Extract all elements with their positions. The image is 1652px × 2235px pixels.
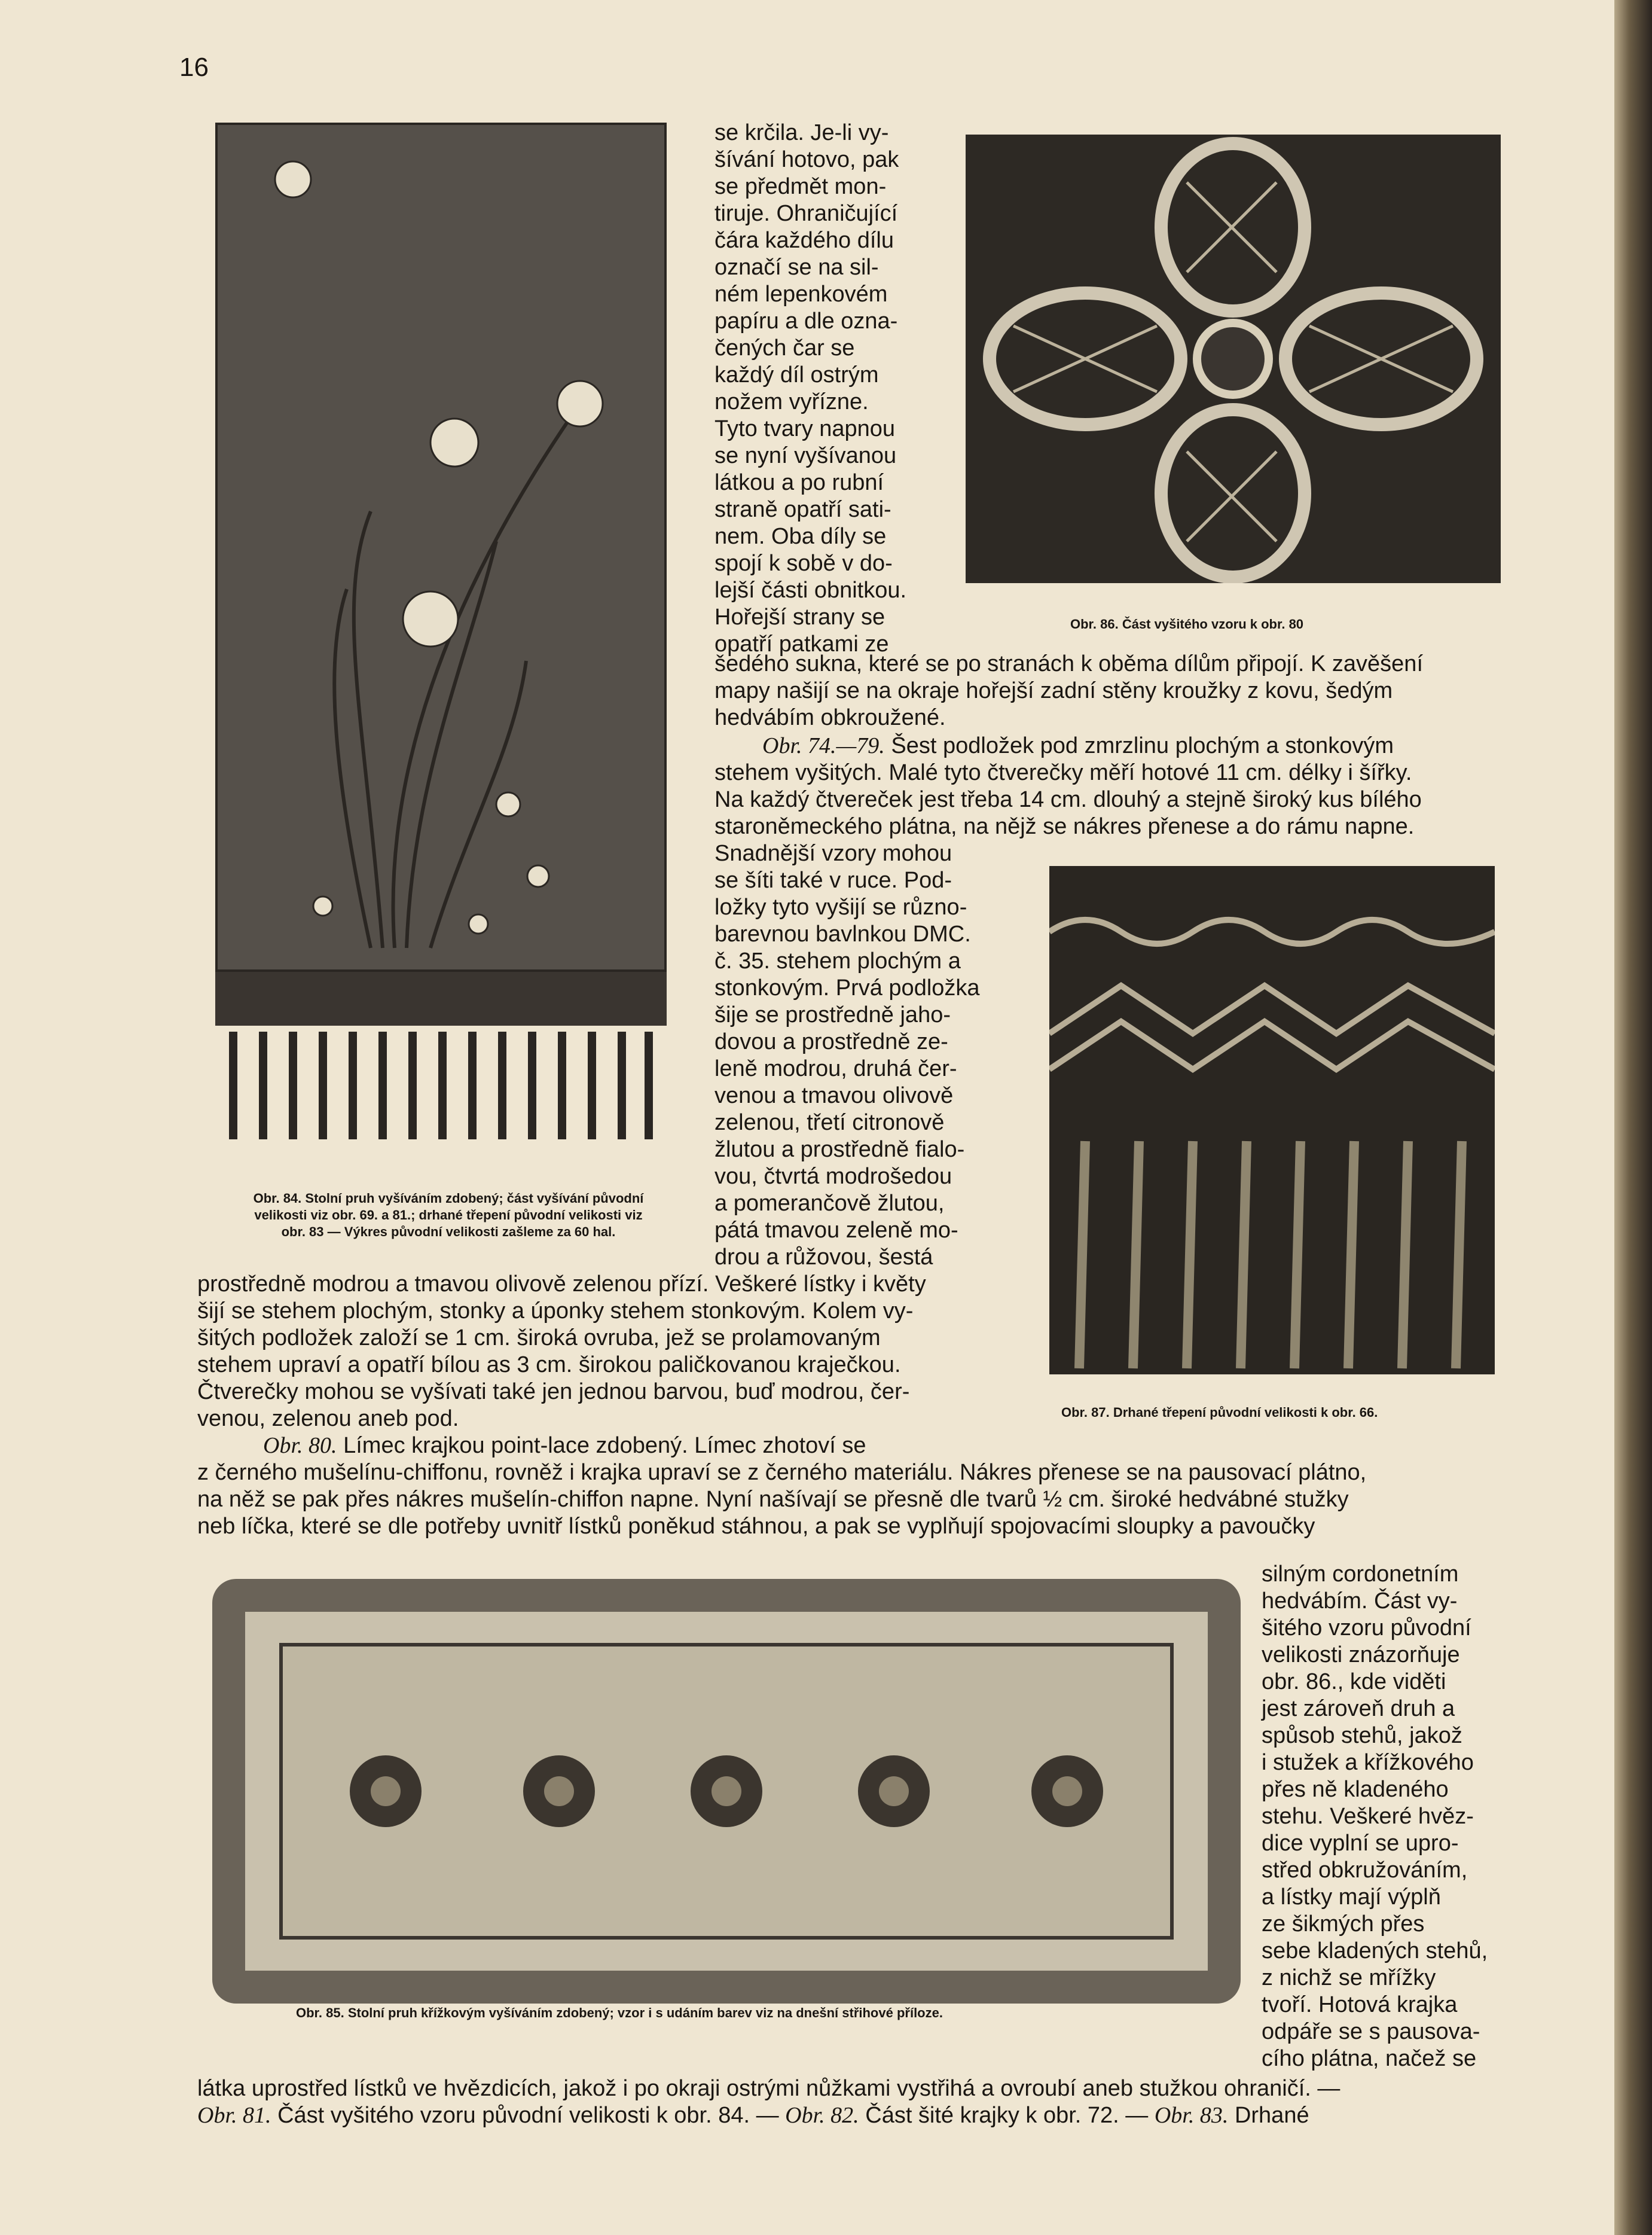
caption-fig86: Obr. 86. Část vyšitého vzoru k obr. 80: [1070, 617, 1304, 632]
fig84-table-runner: [215, 123, 667, 1151]
caption-fig84: Obr. 84. Stolní pruh vyšíváním zdobený; část vyšívání původní velikosti viz obr. 69. a 81.; drhané třepení původní velikosti viz obr. 83 — Výkres původní velikosti zašleme za 60 hal.: [253, 1191, 644, 1239]
fig85-cross-stitch-runner: [212, 1579, 1241, 2004]
paragraph-obr74: Obr. 74.—79. Šest podložek pod zmrzlinu plochým a stonkovým stehem vyšitých. Malé tyto čtverečky měří hotové 11 cm. délky i šířky. Na každý čtvereček jest třeba 14 cm. dlouhý a stejně široký kus bílého staroněmeckého plátna, na nějž se nákres přenese a do rámu napne.: [714, 733, 1422, 839]
fig87-fringe: [1049, 866, 1495, 1374]
final-lines: látka uprostřed lístků ve hvězdicích, jakož i po okraji ostrými nůžkami vystřihá a ovroubí aneb stužkou ohraničí. — Obr. 81. Část vyšitého vzoru původní velikosti k obr. 84. — Obr. 82. Část šité krajky k obr. 72. — Obr. 83. Drhané: [197, 2076, 1340, 2128]
paragraph-left: prostředně modrou a tmavou olivově zelenou přízí. Veškeré lístky i květy šijí se stehem plochým, stonky a úponky stehem stonkovým. Kolem vy- šitých podložek založí se 1 cm. široká ovruba, jež se prolamovaným stehem upraví a opatří bílou as 3 cm. širokou paličkovanou kraječkou. Čtverečky mohou se vyšívati také jen jednou barvou, buď modrou, čer- venou, zelenou aneb pod.: [197, 1272, 926, 1431]
fig86-lace-pattern: [966, 135, 1501, 583]
column-middle: Snadnější vzory mohou se šíti také v ruce. Pod- ložky tyto vyšijí se různo- barevnou bavlnkou DMC. č. 35. stehem plochým a stonkovým. Prvá podložka šije se prostředně jaho- dovou a prostředně ze- leně modrou, druhá čer- venou a tmavou olivově zelenou, třetí citronově žlutou a prostředně fialo- vou, čtvrtá modrošedou a pomerančově žlutou, pátá tmavou zeleně mo- drou a růžovou, šestá: [714, 841, 980, 1270]
paragraph-after-top: šedého sukna, které se po stranách k oběma dílům připojí. K zavěšení mapy našijí se na okraje hořejší zadní stěny kroužky z kovu, šedým hedvábím obkroužené.: [714, 651, 1423, 730]
book-spine: [1614, 0, 1652, 2235]
column-right-top: se krčila. Je-li vy- šívání hotovo, pak se předmět mon- tiruje. Ohraničující čára každého dílu označí se na sil- ném lepenkovém papíru a dle ozna- čených čar se každý díl ostrým nožem vyřízne. Tyto tvary napnou se nyní vyšívanou látkou a po rubní straně opatří sati- nem. Oba díly se spojí k sobě v do- lejší části obnitkou. Hořejší strany se opatří patkami ze: [714, 120, 907, 657]
caption-fig85: Obr. 85. Stolní pruh křížkovým vyšíváním zdobený; vzor i s udáním barev viz na dnešní střihové příloze.: [296, 2005, 943, 2020]
caption-fig87: Obr. 87. Drhané třepení původní velikosti k obr. 66.: [1061, 1405, 1378, 1420]
column-right-bottom: silným cordonetním hedvábím. Část vy- šitého vzoru původní velikosti znázorňuje obr. 86., kde viděti jest zároveň druh a spůsob stehů, jakož i stužek a křížkového přes ně kladeného stehu. Veškeré hvěz- dice vyplní se upro- střed obkružováním, a lístky mají výplň ze šikmých přes sebe kladených stehů, z nichž se mřížky tvoří. Hotová krajka odpáře se s pausova- cího plátna, načež se: [1262, 1562, 1488, 2071]
page-number: 16: [179, 53, 209, 82]
paragraph-obr80: Obr. 80. Límec krajkou point-lace zdobený. Límec zhotoví se z černého mušelínu-chiffonu, rovněž i krajka upraví se z černého materiálu. Nákres přenese se na pausovací plátno, na něž se pak přes nákres mušelín-chiffon napne. Nyní našívají se přesně dle tvarů ½ cm. široké hedvábné stužky neb líčka, které se dle potřeby uvnitř lístků poněkud stáhnou, a pak se vyplňují spojovacími sloupky a pavoučky: [197, 1433, 1367, 1539]
